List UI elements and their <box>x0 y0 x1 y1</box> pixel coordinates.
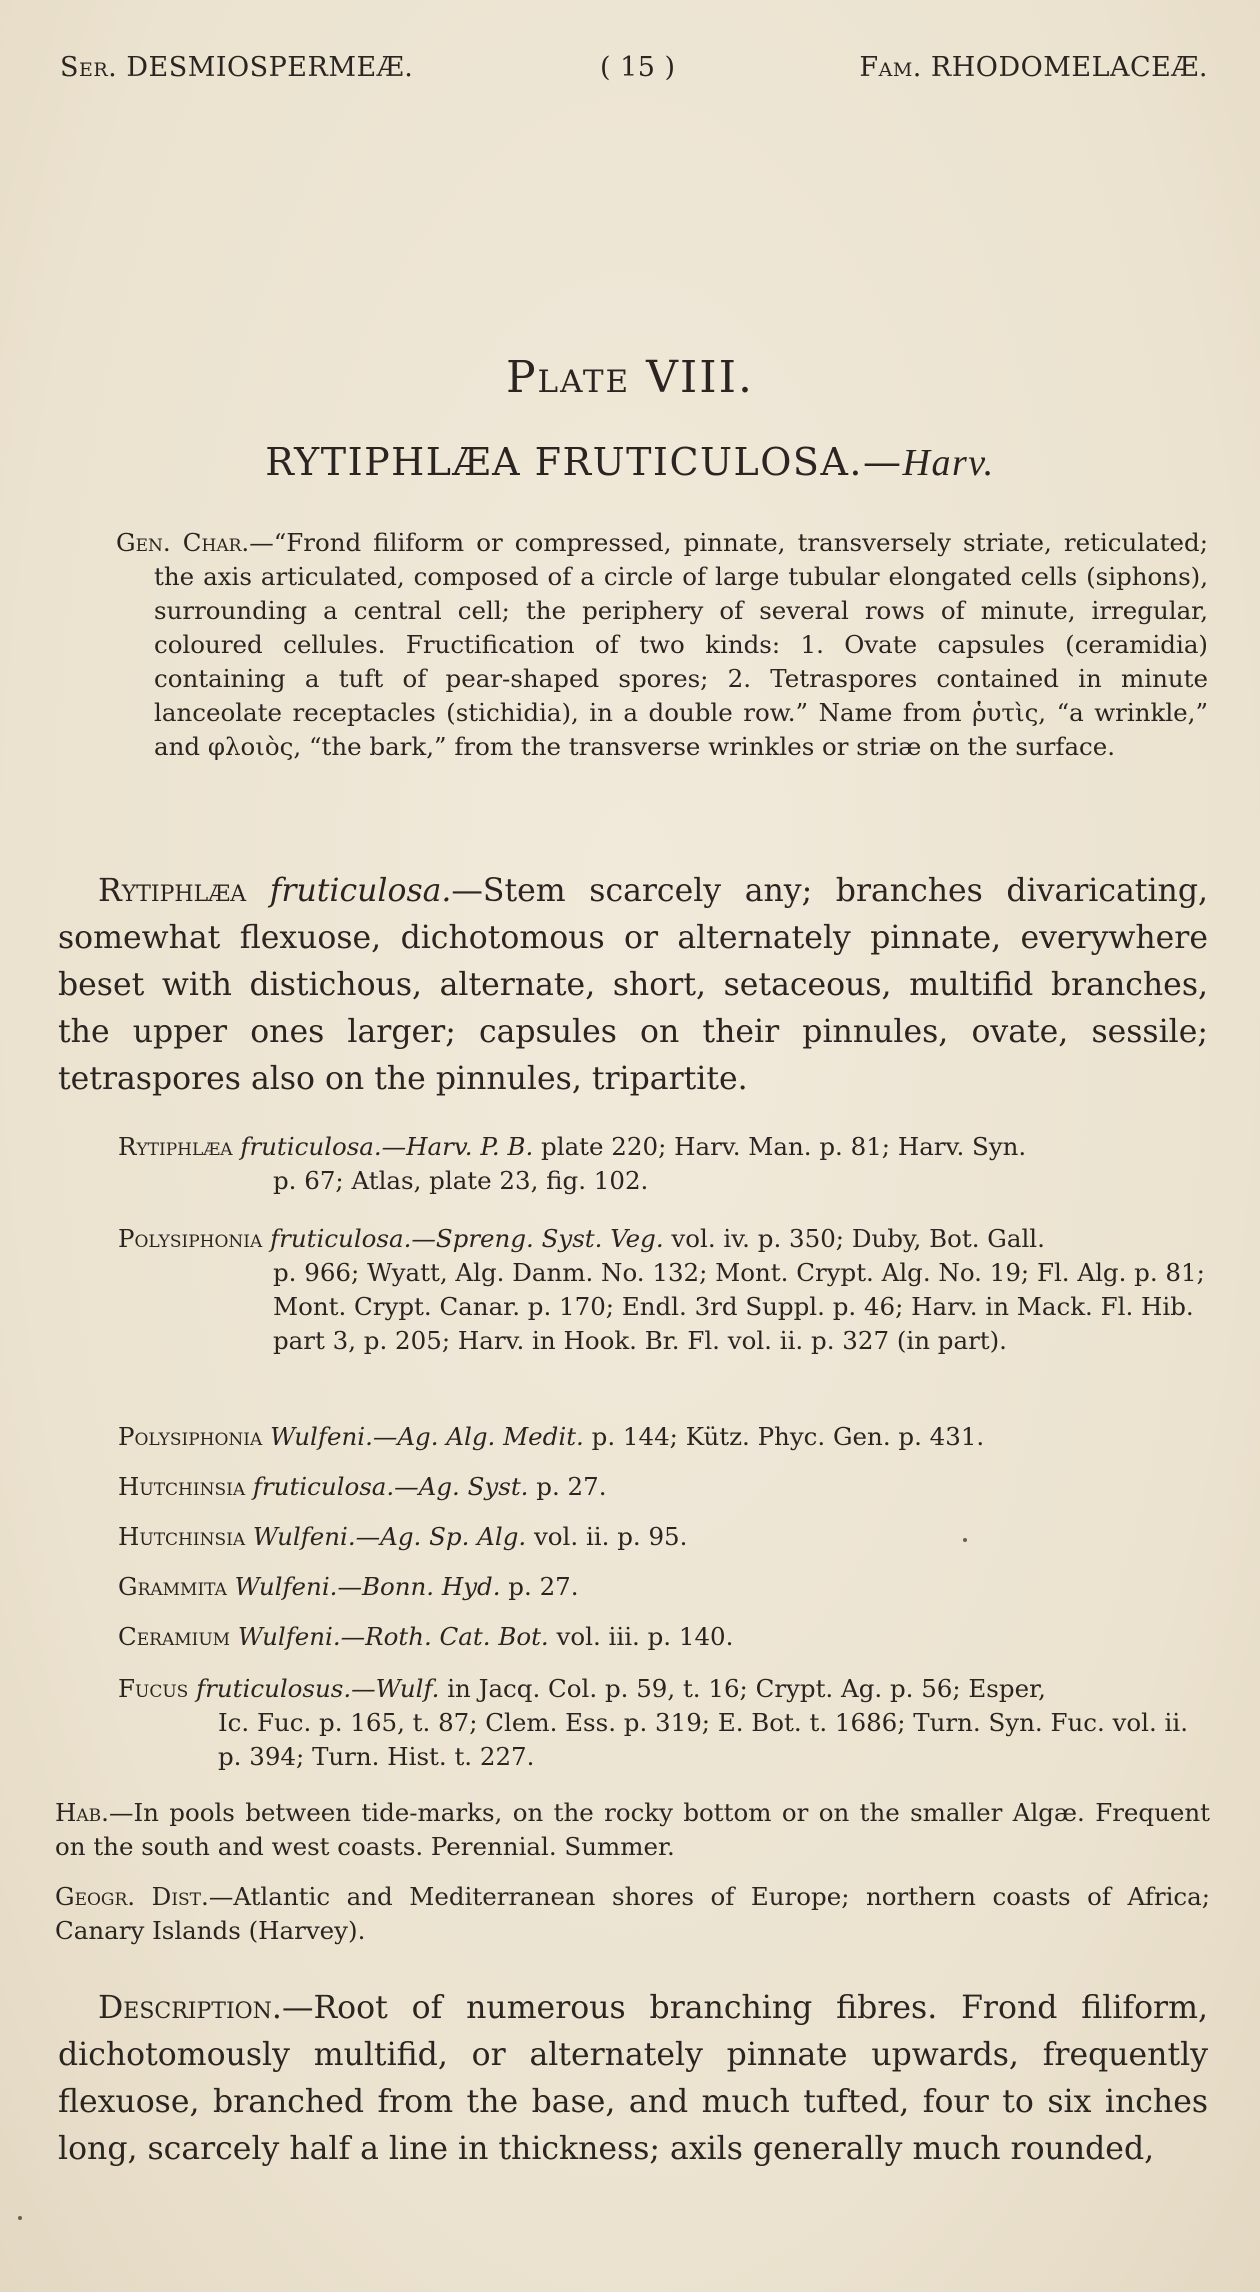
page-number: ( 15 ) <box>600 52 676 83</box>
diagnosis-species: fruticulosa. <box>269 873 452 909</box>
synonym-genus: Polysiphonia <box>118 1224 263 1253</box>
synonym-entry <box>118 1130 1208 1198</box>
synonym-species: fruticulosa.—Harv. P. B. <box>240 1132 534 1161</box>
description-text: —Root of numerous branching fibres. Frond filiform, dichotomously multifid, or alternately pinnate upwards, frequently flexuose, branched from the base, and much tufted, four to six inches long, scarcely half a line in thickness; axils generally much rounded, <box>58 1990 1208 2167</box>
synonym-species: Wulfeni.—Roth. Cat. Bot. <box>237 1622 549 1651</box>
synonym-genus: Hutchinsia <box>118 1472 246 1501</box>
synonym-species: fruticulosus.—Wulf. <box>196 1674 440 1703</box>
family-heading: Fam. RHODOMELACEÆ. <box>859 52 1208 83</box>
synonym-entry <box>118 1470 1208 1504</box>
synonym-ref: p. 27. <box>528 1472 607 1501</box>
synonym-entry <box>118 1672 1208 1774</box>
synonym-entry <box>118 1620 1208 1654</box>
synonym-ref-cont: p. 67; Atlas, plate 23, fig. 102. <box>273 1166 649 1195</box>
synonym-entry <box>118 1420 1208 1454</box>
synonym-ref: p. 144; Kütz. Phyc. Gen. p. 431. <box>583 1422 985 1451</box>
diagnosis-text: —Stem scarcely any; branches divaricating, somewhat flexuose, dichotomous or alternately pinnate, everywhere beset with distichous, alternate, short, setaceous, multifid branches, the upper ones larger; capsules on their pinnules, ovate, sessile; tetraspores also on the pinnules, tripartite. <box>58 873 1209 1097</box>
gen-char-text: —“Frond filiform or compressed, pinnate, transversely striate, reticulated; the axis articulated, composed of a circle of large tubular elongated cells (siphons), surrounding a central cell; the periphery of several rows of minute, irregular, coloured cellules. Fructification of two kinds: 1. Ovate capsules (ceramidia) containing a tuft of pear-shaped spores; 2. Tetraspores contained in minute lanceolate receptacles (stichidia), in a double row.” Name from ῥυτὶς, “a wrinkle,” and φλοιὸς, “the bark,” from the transverse wrinkles or striæ on the surface. <box>154 528 1208 761</box>
geographic-distribution <box>55 1880 1210 1948</box>
synonym-genus: Grammita <box>118 1572 227 1601</box>
synonym-species: Wulfeni.—Ag. Sp. Alg. <box>252 1522 527 1551</box>
synonym-species: fruticulosa.—Spreng. Syst. Veg. <box>270 1224 664 1253</box>
running-header <box>60 52 1208 92</box>
synonym-entry <box>118 1570 1208 1604</box>
description-label: Description. <box>98 1990 282 2026</box>
synonym-genus: Fucus <box>118 1674 189 1703</box>
habitat-label: Hab. <box>55 1798 109 1827</box>
synonym-species: Wulfeni.—Ag. Alg. Medit. <box>270 1422 584 1451</box>
synonym-genus: Rytiphlæa <box>118 1132 233 1161</box>
synonym-genus: Ceramium <box>118 1622 231 1651</box>
synonym-species: fruticulosa.—Ag. Syst. <box>252 1472 529 1501</box>
synonym-genus: Hutchinsia <box>118 1522 246 1551</box>
synonym-ref: in Jacq. Col. p. 59, t. 16; Crypt. Ag. p. 56; Esper, <box>439 1674 1046 1703</box>
synonym-ref: plate 220; Harv. Man. p. 81; Harv. Syn. <box>533 1132 1027 1161</box>
synonym-entry <box>118 1520 1208 1554</box>
species-authority: Harv. <box>902 442 995 484</box>
synonym-ref-cont: Ic. Fuc. p. 165, t. 87; Clem. Ess. p. 319; E. Bot. t. 1686; Turn. Syn. Fuc. vol. ii. p. 394; Turn. Hist. t. 227. <box>218 1708 1188 1771</box>
synonym-ref: p. 27. <box>500 1572 579 1601</box>
diagnosis-genus: Rytiphlæa <box>98 873 247 909</box>
generic-character <box>58 526 1208 764</box>
synonym-species: Wulfeni.—Bonn. Hyd. <box>234 1572 501 1601</box>
plate-title: Plate VIII. <box>505 352 755 403</box>
synonym-genus: Polysiphonia <box>118 1422 263 1451</box>
synonym-entry <box>118 1222 1208 1358</box>
page-speck <box>18 2216 22 2220</box>
species-name: RYTIPHLÆA FRUTICULOSA.— <box>265 440 903 484</box>
habitat-text: —In pools between tide-marks, on the rocky bottom or on the smaller Algæ. Frequent on the south and west coasts. Perennial. Summer. <box>55 1798 1210 1861</box>
series-heading: Ser. DESMIOSPERMEÆ. <box>60 52 414 83</box>
page-speck <box>963 1538 967 1542</box>
diagnosis <box>58 868 1208 1103</box>
synonym-ref-cont: p. 966; Wyatt, Alg. Danm. No. 132; Mont. Crypt. Alg. No. 19; Fl. Alg. p. 81; Mont. Crypt. Canar. p. 170; Endl. 3rd Suppl. p. 46; Harv. in Mack. Fl. Hib. part 3, p. 205; Harv. in Hook. Br. Fl. vol. ii. p. 327 (in part). <box>273 1258 1205 1355</box>
habitat <box>55 1796 1210 1864</box>
gen-char-label: Gen. Char. <box>116 528 250 557</box>
species-title <box>0 440 1260 485</box>
description <box>58 1985 1208 2173</box>
synonym-ref: vol. iii. p. 140. <box>548 1622 734 1651</box>
distribution-text: —Atlantic and Mediterranean shores of Europe; northern coasts of Africa; Canary Islands (Harvey). <box>55 1882 1210 1945</box>
synonym-ref: vol. ii. p. 95. <box>526 1522 688 1551</box>
synonym-ref: vol. iv. p. 350; Duby, Bot. Gall. <box>663 1224 1045 1253</box>
distribution-label: Geogr. Dist. <box>55 1882 209 1911</box>
